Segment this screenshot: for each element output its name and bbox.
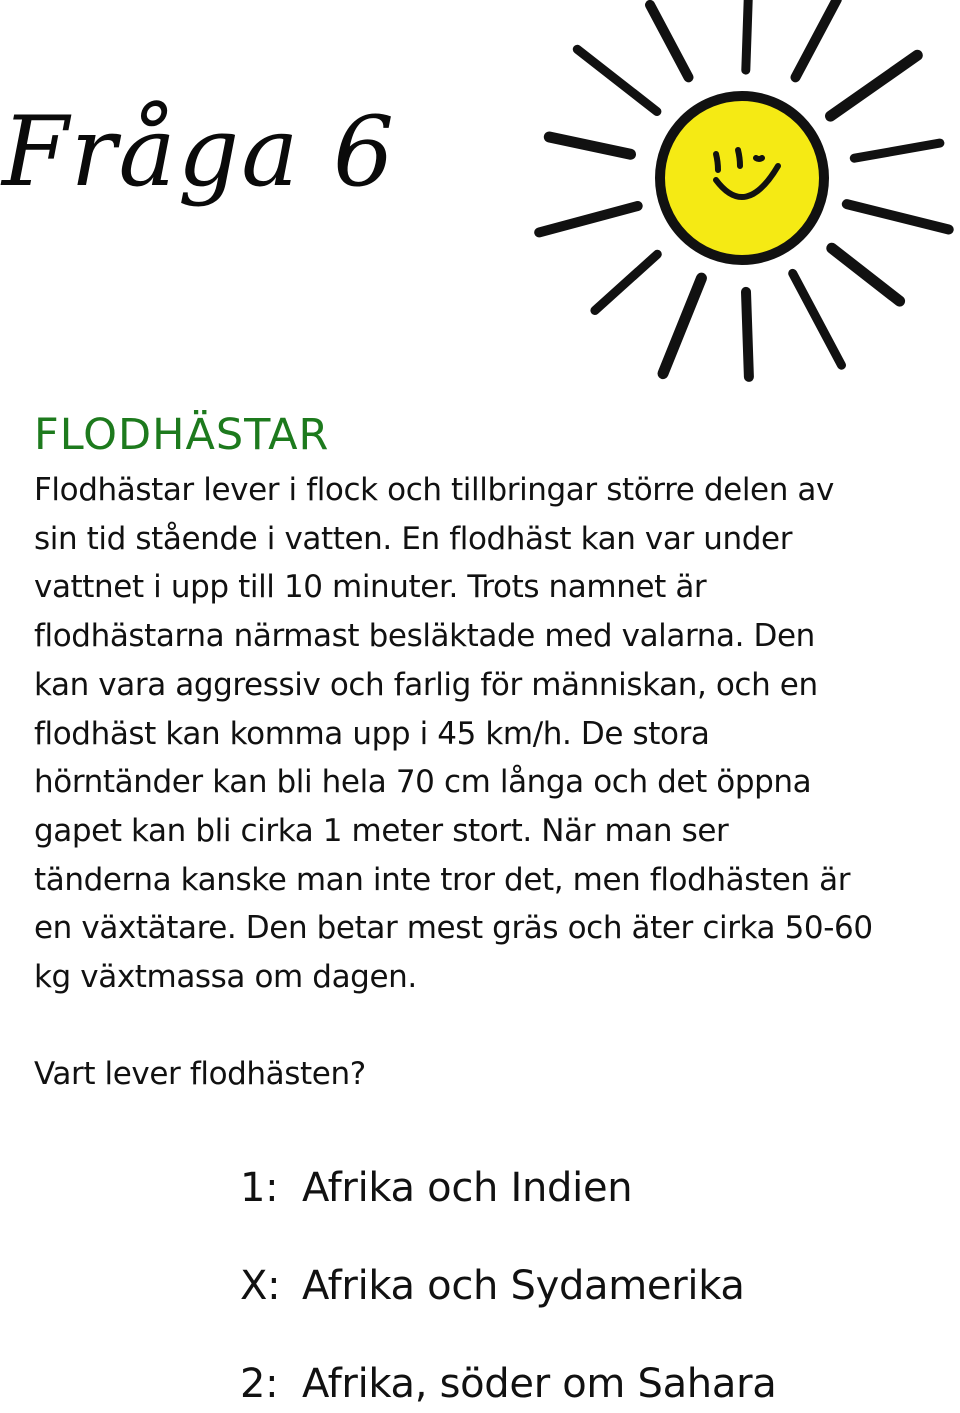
body-line: hörntänder kan bli hela 70 cm långa och det öppna (34, 764, 812, 801)
answer-option-key: X: (240, 1263, 281, 1309)
body-line: gapet kan bli cirka 1 meter stort. När man ser (34, 812, 729, 849)
sun-ray (796, 0, 837, 77)
sun-ray (746, 292, 749, 377)
body-line: kan vara aggressiv och farlig för människan, och en (34, 666, 818, 703)
body-line: flodhästarna närmast besläktade med valarna. Den (34, 618, 815, 655)
sun-ray (650, 5, 689, 77)
answer-option-2 (240, 1361, 777, 1407)
sun-face (660, 96, 824, 260)
body-line: en växtätare. Den betar mest gräs och äter cirka 50-60 (34, 910, 873, 947)
sun-ray (832, 248, 900, 301)
sun-ray (595, 254, 657, 310)
section-heading: FLODHÄSTAR (34, 410, 330, 460)
body-line: tänderna kanske man inte tror det, men flodhästen är (34, 861, 851, 898)
answer-option-key: 1: (240, 1165, 279, 1211)
sun-ray (549, 137, 630, 154)
sun-ray (539, 206, 638, 232)
body-line: Flodhästar lever i flock och tillbringar större delen av (34, 472, 834, 508)
body-text (34, 466, 934, 1002)
page-title: Fråga 6 (2, 96, 397, 209)
body-line: vattnet i upp till 10 minuter. Trots namnet är (34, 569, 707, 606)
sun-ray (746, 0, 749, 70)
answer-option-text: Afrika och Indien (302, 1165, 633, 1211)
question-text: Vart lever flodhästen? (34, 1056, 366, 1092)
answer-option-1 (240, 1165, 633, 1211)
answer-option-text: Afrika och Sydamerika (302, 1263, 745, 1309)
answer-option-x (240, 1263, 745, 1309)
sun-ray (847, 204, 949, 229)
body-line: kg växtmassa om dagen. (34, 959, 417, 996)
answer-option-key: 2: (240, 1361, 279, 1407)
body-line: sin tid stående i vatten. En flodhäst kan var under (34, 520, 793, 557)
sun-ray (854, 143, 940, 158)
sun-ray (663, 278, 702, 374)
body-line: flodhäst kan komma upp i 45 km/h. De stora (34, 715, 710, 752)
sun-ray (577, 49, 657, 111)
answer-option-text: Afrika, söder om Sahara (302, 1361, 777, 1407)
smiling-sun-icon (520, 0, 960, 400)
sun-ray (831, 55, 918, 116)
sun-ray (793, 273, 842, 365)
